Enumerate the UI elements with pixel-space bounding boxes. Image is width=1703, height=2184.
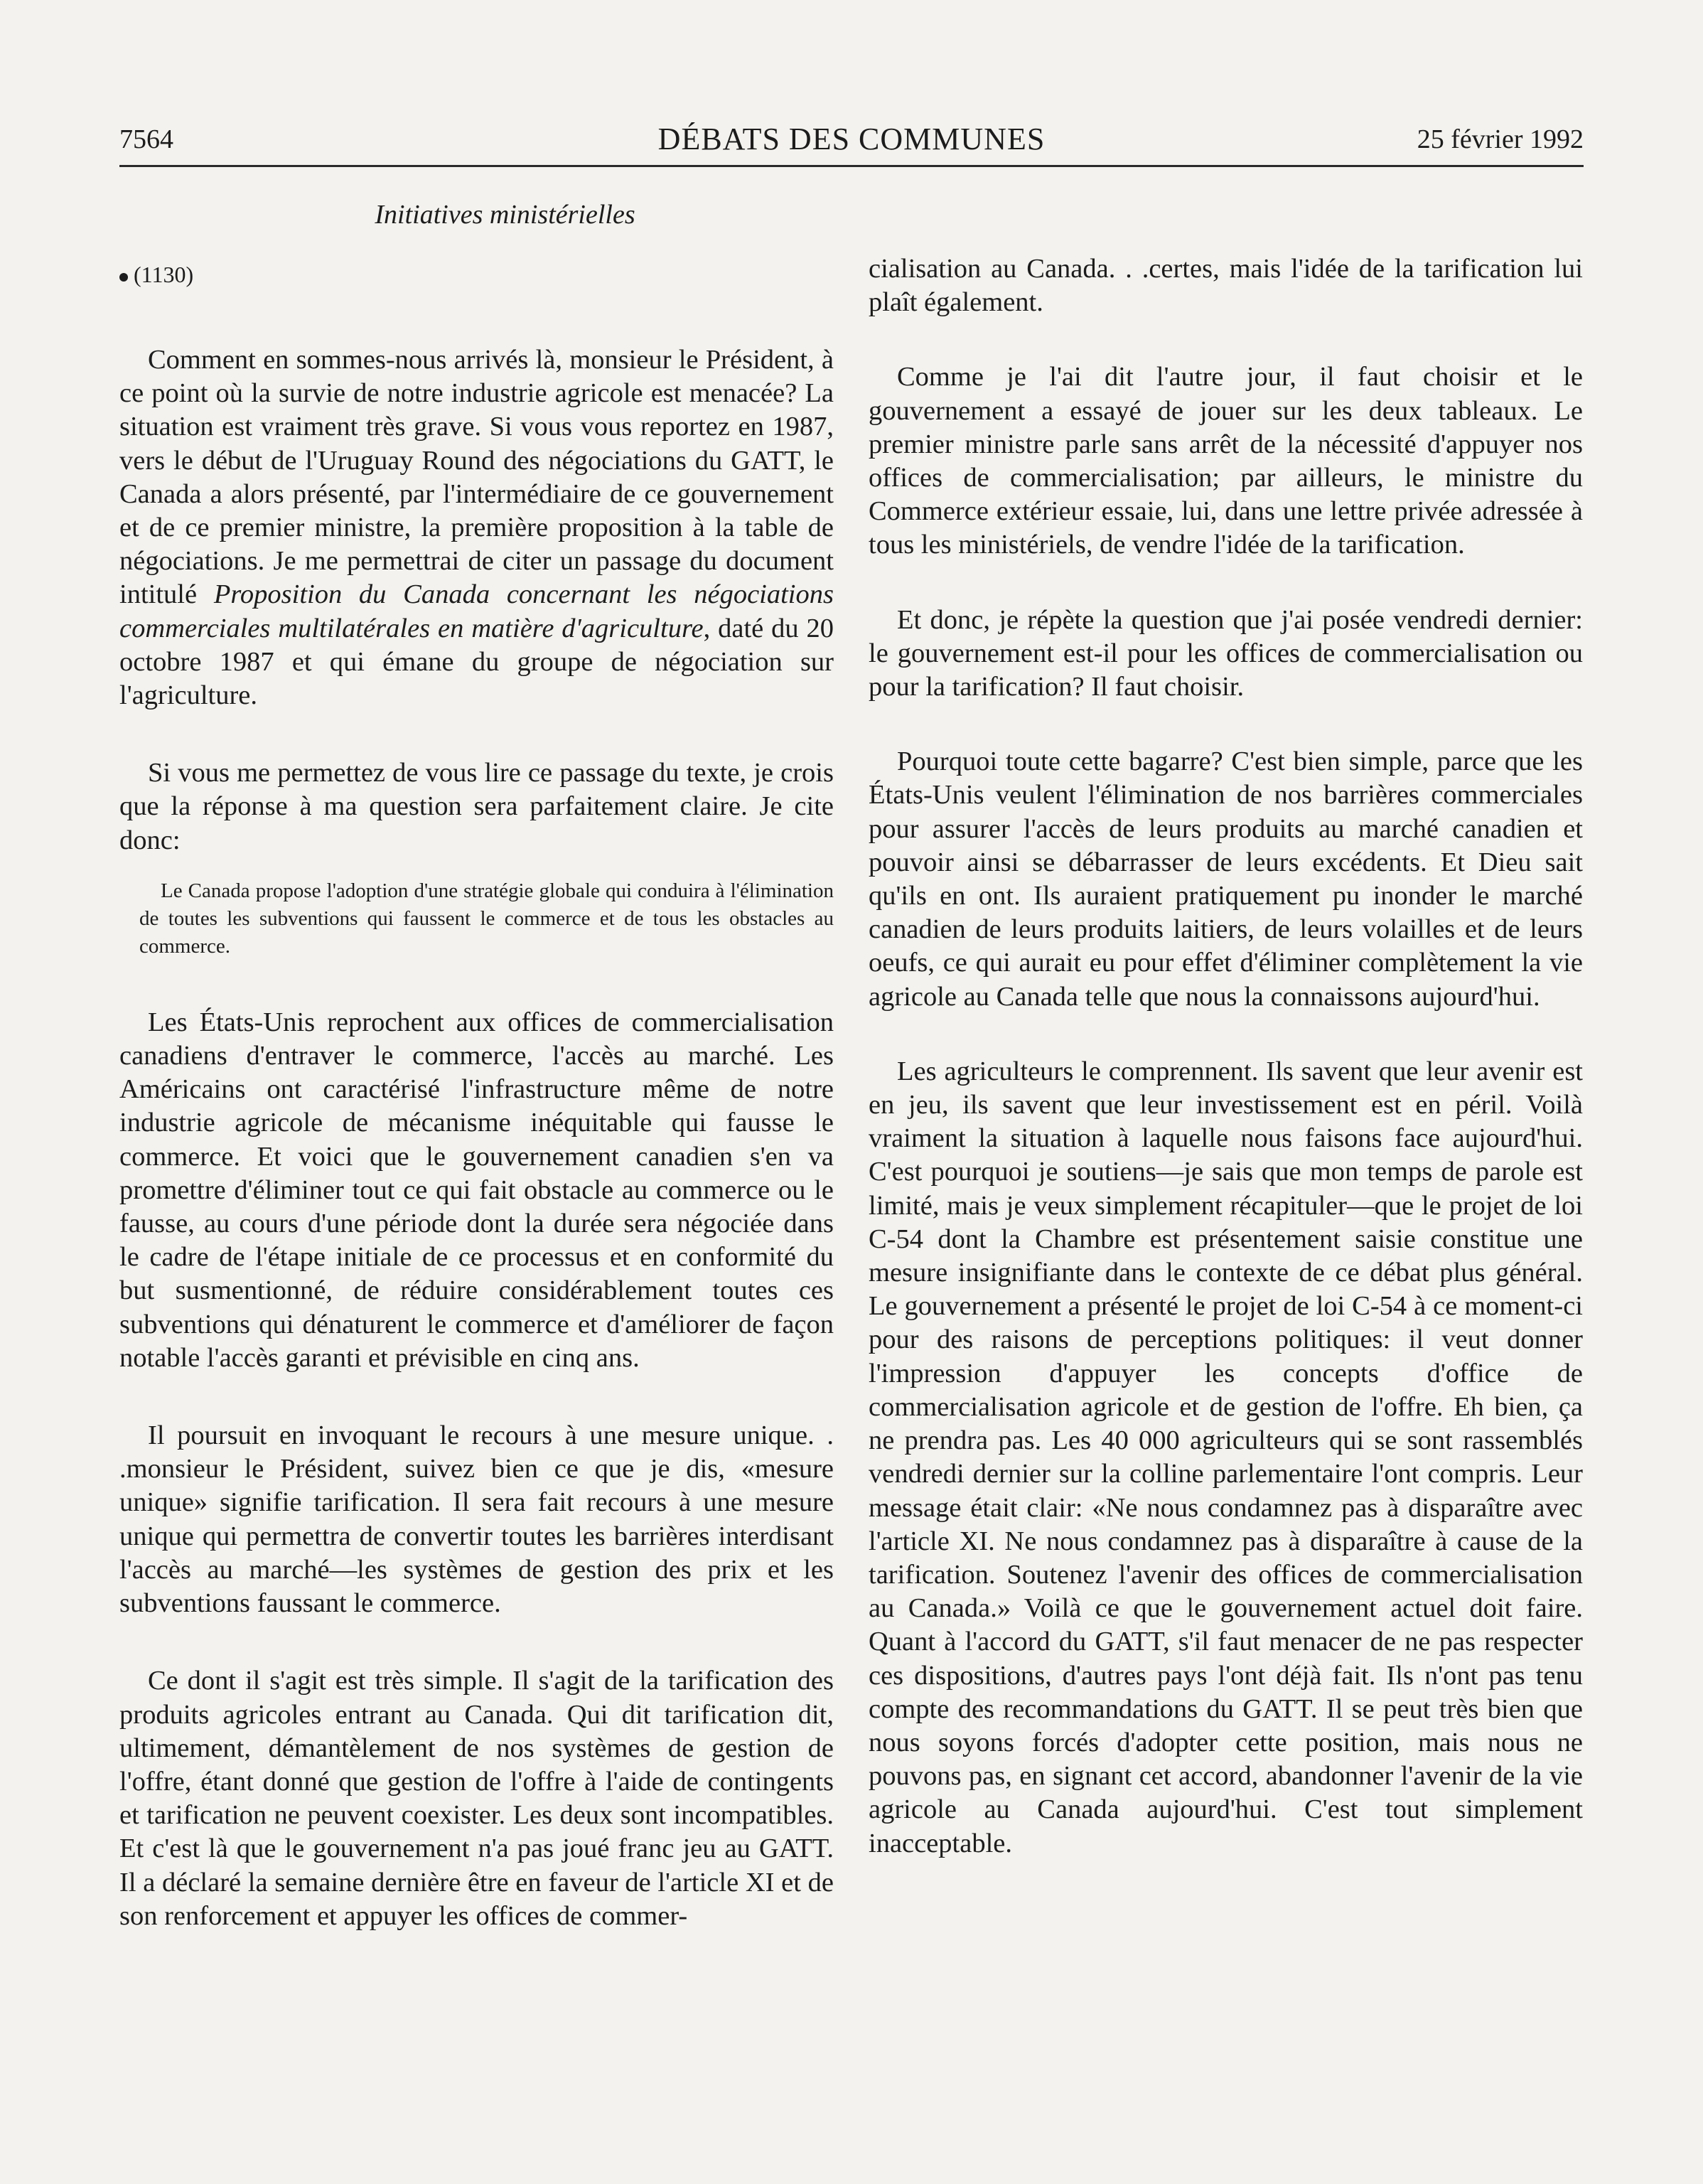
publication-title: DÉBATS DES COMMUNES	[657, 122, 1046, 156]
paragraph-text: , daté du 20 octobre 1987 et qui émane du groupe de négociation sur l'agriculture.	[119, 613, 834, 711]
paragraph-text: Comment en sommes-nous arrivés là, monsieur le Président, à ce point où la survie de notre industrie agricole est menacée? La situation est vraiment très grave. Si vous vous reportez en 1987, vers le début de l'Uruguay Round des négociations du GATT, le Canada a alors présenté, par l'intermédiaire de ce gouvernement et de ce premier ministre, la première proposition à la table de négociations. Je me permettrai de citer un passage du document intitulé	[119, 345, 834, 610]
paragraph	[119, 343, 834, 712]
time-stamp	[119, 262, 834, 288]
paragraph: Pourquoi toute cette bagarre? C'est bien simple, parce que les États-Unis veulent l'élimination de nos barrières commerciales pour assurer l'accès de leurs produits au marché canadien et pouvoir ainsi se débarrasser de leurs excédents. Et Dieu sait qu'ils en ont. Ils auraient pratiquement pu inonder le marché canadien de leurs produits laitiers, de leurs volailles et de leurs oeufs, ce qui aurait eu pour effet d'éliminer complètement la vie agricole au Canada telle que nous la connaissons aujourd'hui.	[869, 746, 1583, 1012]
paragraph: Si vous me permettez de vous lire ce passage du texte, je crois que la réponse à ma question sera parfaitement claire. Je cite donc:	[119, 758, 834, 855]
page-header	[119, 121, 1584, 167]
document-title: Proposition du Canada concernant les négociations commerciales multilatérales en matière d'agriculture	[119, 579, 834, 643]
right-column	[869, 252, 1583, 1902]
publication-date: 25 février 1992	[1417, 124, 1584, 154]
section-heading: Initiatives ministérielles	[375, 200, 635, 230]
left-column	[119, 199, 834, 1977]
paragraph-continued: cialisation au Canada. . .certes, mais l'idée de la tarification lui plaît également.	[869, 254, 1583, 318]
paragraph: Ce dont il s'agit est très simple. Il s'agit de la tarification des produits agricoles entrant au Canada. Qui dit tarification dit, ultimement, démantèlement de nos systèmes de gestion de l'offre, étant donné que gestion de l'offre à l'aide de contingents et tarification ne peuvent coexister. Les deux sont incompatibles. Et c'est là que le gouvernement n'a pas joué franc jeu au GATT. Il a déclaré la semaine dernière être en faveur de l'article XI et de son renforcement et appuyer les offices de commer-	[119, 1666, 834, 1931]
paragraph: Les États-Unis reprochent aux offices de commercialisation canadiens d'entraver le commerce, l'accès au marché. Les Américains ont caractérisé l'infrastructure même de notre industrie agricole de mécanisme inéquitable qui fausse le commerce. Et voici que le gouvernement canadien s'en va promettre d'éliminer tout ce qui fait obstacle au commerce ou le fausse, au cours d'une période dont la durée sera négociée dans le cadre de l'étape initiale de ce processus et en conformité du but susmentionné, de réduire considérablement toutes ces subventions qui dénaturent le commerce et d'améliorer de façon notable l'accès garanti et prévisible en cinq ans.	[119, 1007, 834, 1373]
paragraph: Les agriculteurs le comprennent. Ils savent que leur avenir est en jeu, ils savent que leur investissement est en péril. Voilà vraiment la situation à laquelle nous faisons face aujourd'hui. C'est pourquoi je soutiens—je sais que mon temps de parole est limité, mais je veux simplement récapituler—que le projet de loi C-54 dont la Chambre est présentement saisie constitue une mesure insignifiante dans le contexte de ce débat plus général. Le gouvernement a présenté le projet de loi C-54 à ce moment-ci pour des raisons de perceptions politiques: il veut donner l'impression d'appuyer les concepts d'office de commercialisation agricole et de gestion de l'offre. Eh bien, ça ne prendra pas. Les 40 000 agriculteurs qui se sont rassemblés vendredi dernier sur la colline parlementaire l'ont compris. Leur message était clair: «Ne nous condamnez pas à disparaître avec l'article XI. Ne nous condamnez pas à disparaître à cause de la tarification. Soutenez l'avenir des offices de commercialisation au Canada.» Voilà ce que le gouvernement actuel doit faire. Quant à l'accord du GATT, s'il faut menacer de ne pas respecter ces dispositions, d'autres pays l'ont déjà fait. Ils n'ont pas tenu compte des recommandations du GATT. Il se peut très bien que nous soyons forcés d'adopter cette position, mais nous ne pouvons pas, en signant cet accord, abandonner l'avenir de la vie agricole au Canada aujourd'hui. C'est tout simplement inacceptable.	[869, 1056, 1583, 1858]
paragraph: Et donc, je répète la question que j'ai posée vendredi dernier: le gouvernement est-il pour les offices de commercialisation ou pour la tarification? Il faut choisir.	[869, 604, 1583, 702]
block-quote: Le Canada propose l'adoption d'une stratégie globale qui conduira à l'élimination de toutes les subventions qui faussent le commerce et de tous les obstacles au commerce.	[139, 879, 834, 958]
paragraph: Il poursuit en invoquant le recours à une mesure unique. . .monsieur le Président, suivez bien ce que je dis, «mesure unique» signifie tarification. Il sera fait recours à une mesure unique qui permettra de convertir toutes les barrières interdisant l'accès au marché—les systèmes de gestion des prix et les subventions faussant le commerce.	[119, 1420, 834, 1619]
page-number: 7564	[119, 124, 173, 154]
time-stamp-text: (1130)	[134, 262, 194, 287]
paragraph: Comme je l'ai dit l'autre jour, il faut choisir et le gouvernement a essayé de jouer sur les deux tableaux. Le premier ministre parle sans arrêt de la nécessité d'appuyer nos offices de commercialisation; par ailleurs, le ministre du Commerce extérieur essaie, lui, dans une lettre privée adressée à tous les ministériels, de vendre l'idée de la tarification.	[869, 362, 1583, 560]
bullet-icon	[119, 273, 128, 282]
